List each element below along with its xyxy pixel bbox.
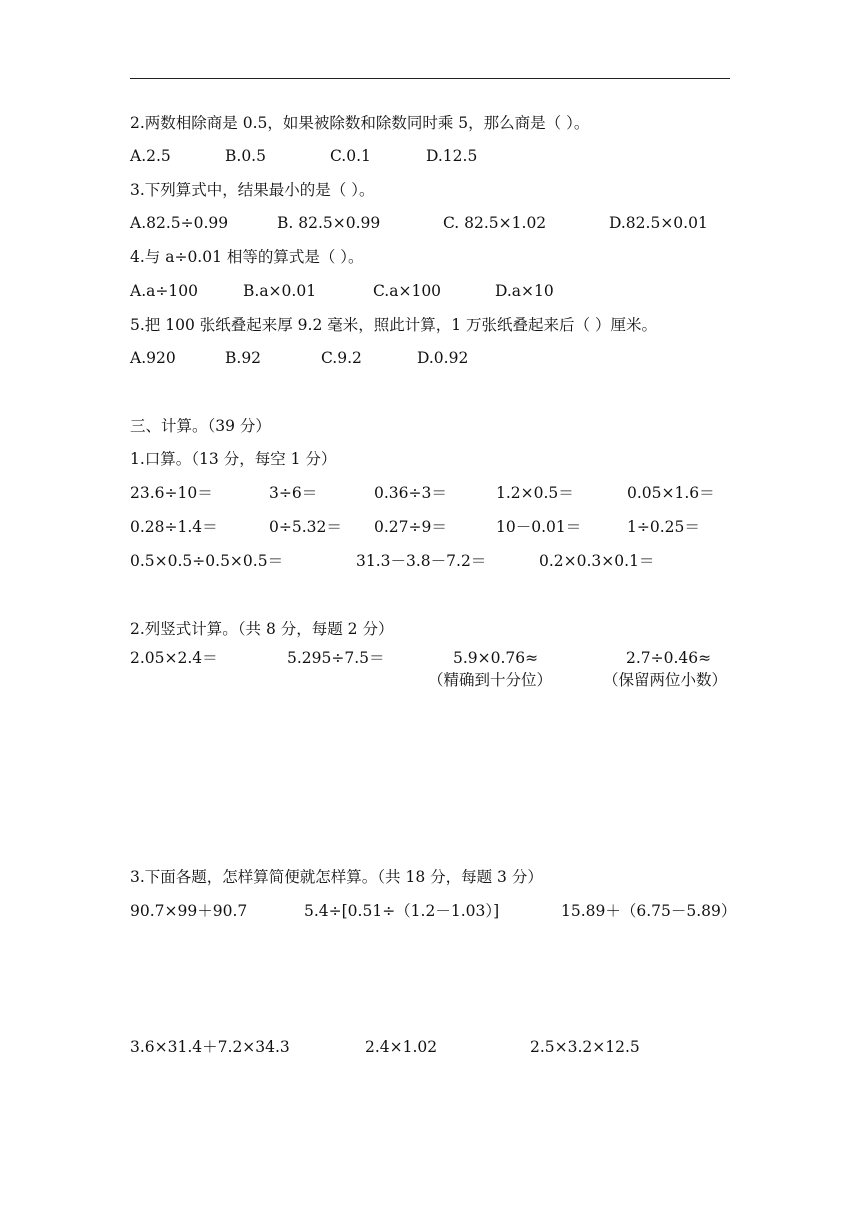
q3-option-b: B. 82.5×0.99 — [277, 214, 381, 232]
q5-option-d: D.0.92 — [417, 349, 469, 367]
oral-calc-item: 1÷0.25＝ — [627, 518, 700, 536]
simplify-calc-item: 5.4÷[0.51÷（1.2－1.03）] — [304, 902, 500, 920]
q4-option-d: D.a×10 — [495, 282, 554, 300]
vertical-calc-title: 2.列竖式计算。（共 8 分，每题 2 分） — [130, 620, 394, 638]
simplify-calc-item: 2.4×1.02 — [365, 1038, 438, 1056]
oral-calc-item: 10－0.01＝ — [496, 518, 582, 536]
question-2-stem: 2.两数相除商是 0.5，如果被除数和除数同时乘 5，那么商是（ ）。 — [130, 114, 590, 132]
oral-calc-item: 3÷6＝ — [269, 484, 318, 502]
oral-calc-item: 0÷5.32＝ — [269, 518, 342, 536]
vertical-calc-item: 2.05×2.4＝ — [130, 649, 218, 667]
q4-option-c: C.a×100 — [373, 282, 442, 300]
oral-calc-item: 23.6÷10＝ — [130, 484, 213, 502]
question-3-stem: 3.下列算式中，结果最小的是（ ）。 — [130, 181, 375, 199]
oral-calc-item: 0.2×0.3×0.1＝ — [539, 552, 655, 570]
q2-option-b: B.0.5 — [225, 147, 266, 165]
simplify-calc-item: 2.5×3.2×12.5 — [530, 1038, 640, 1056]
oral-calc-item: 0.27÷9＝ — [374, 518, 447, 536]
question-5-stem: 5.把 100 张纸叠起来厚 9.2 毫米，照此计算，1 万张纸叠起来后（ ）厘米。 — [130, 316, 657, 334]
q2-option-c: C.0.1 — [330, 147, 371, 165]
oral-calc-title: 1.口算。（13 分，每空 1 分） — [130, 450, 337, 468]
vertical-calc-item: 5.9×0.76≈ — [453, 649, 539, 667]
header-rule — [130, 78, 730, 79]
section-3-title: 三、计算。（39 分） — [130, 417, 271, 435]
vertical-calc-item: 5.295÷7.5＝ — [287, 649, 385, 667]
oral-calc-item: 0.28÷1.4＝ — [130, 518, 218, 536]
q4-option-a: A.a÷100 — [130, 282, 198, 300]
simplify-calc-item: 90.7×99＋90.7 — [130, 902, 248, 920]
simplify-calc-item: 3.6×31.4＋7.2×34.3 — [130, 1038, 290, 1056]
oral-calc-item: 0.36÷3＝ — [374, 484, 447, 502]
rounding-note-hundredths: （保留两位小数） — [603, 671, 728, 689]
q4-option-b: B.a×0.01 — [243, 282, 317, 300]
oral-calc-item: 0.5×0.5÷0.5×0.5＝ — [130, 552, 284, 570]
q2-option-d: D.12.5 — [426, 147, 478, 165]
oral-calc-item: 1.2×0.5＝ — [496, 484, 574, 502]
q3-option-d: D.82.5×0.01 — [609, 214, 708, 232]
q3-option-c: C. 82.5×1.02 — [443, 214, 547, 232]
q5-option-a: A.920 — [130, 349, 176, 367]
oral-calc-item: 0.05×1.6＝ — [627, 484, 715, 502]
rounding-note-tenths: （精确到十分位） — [428, 671, 553, 689]
q2-option-a: A.2.5 — [130, 147, 171, 165]
q3-option-a: A.82.5÷0.99 — [130, 214, 229, 232]
q5-option-b: B.92 — [225, 349, 262, 367]
simplify-calc-item: 15.89＋（6.75－5.89） — [561, 902, 737, 920]
oral-calc-item: 31.3－3.8－7.2＝ — [356, 552, 487, 570]
q5-option-c: C.9.2 — [321, 349, 362, 367]
vertical-calc-item: 2.7÷0.46≈ — [626, 649, 712, 667]
simplify-calc-title: 3.下面各题，怎样算简便就怎样算。（共 18 分，每题 3 分） — [130, 868, 543, 886]
question-4-stem: 4.与 a÷0.01 相等的算式是（ ）。 — [130, 248, 364, 266]
